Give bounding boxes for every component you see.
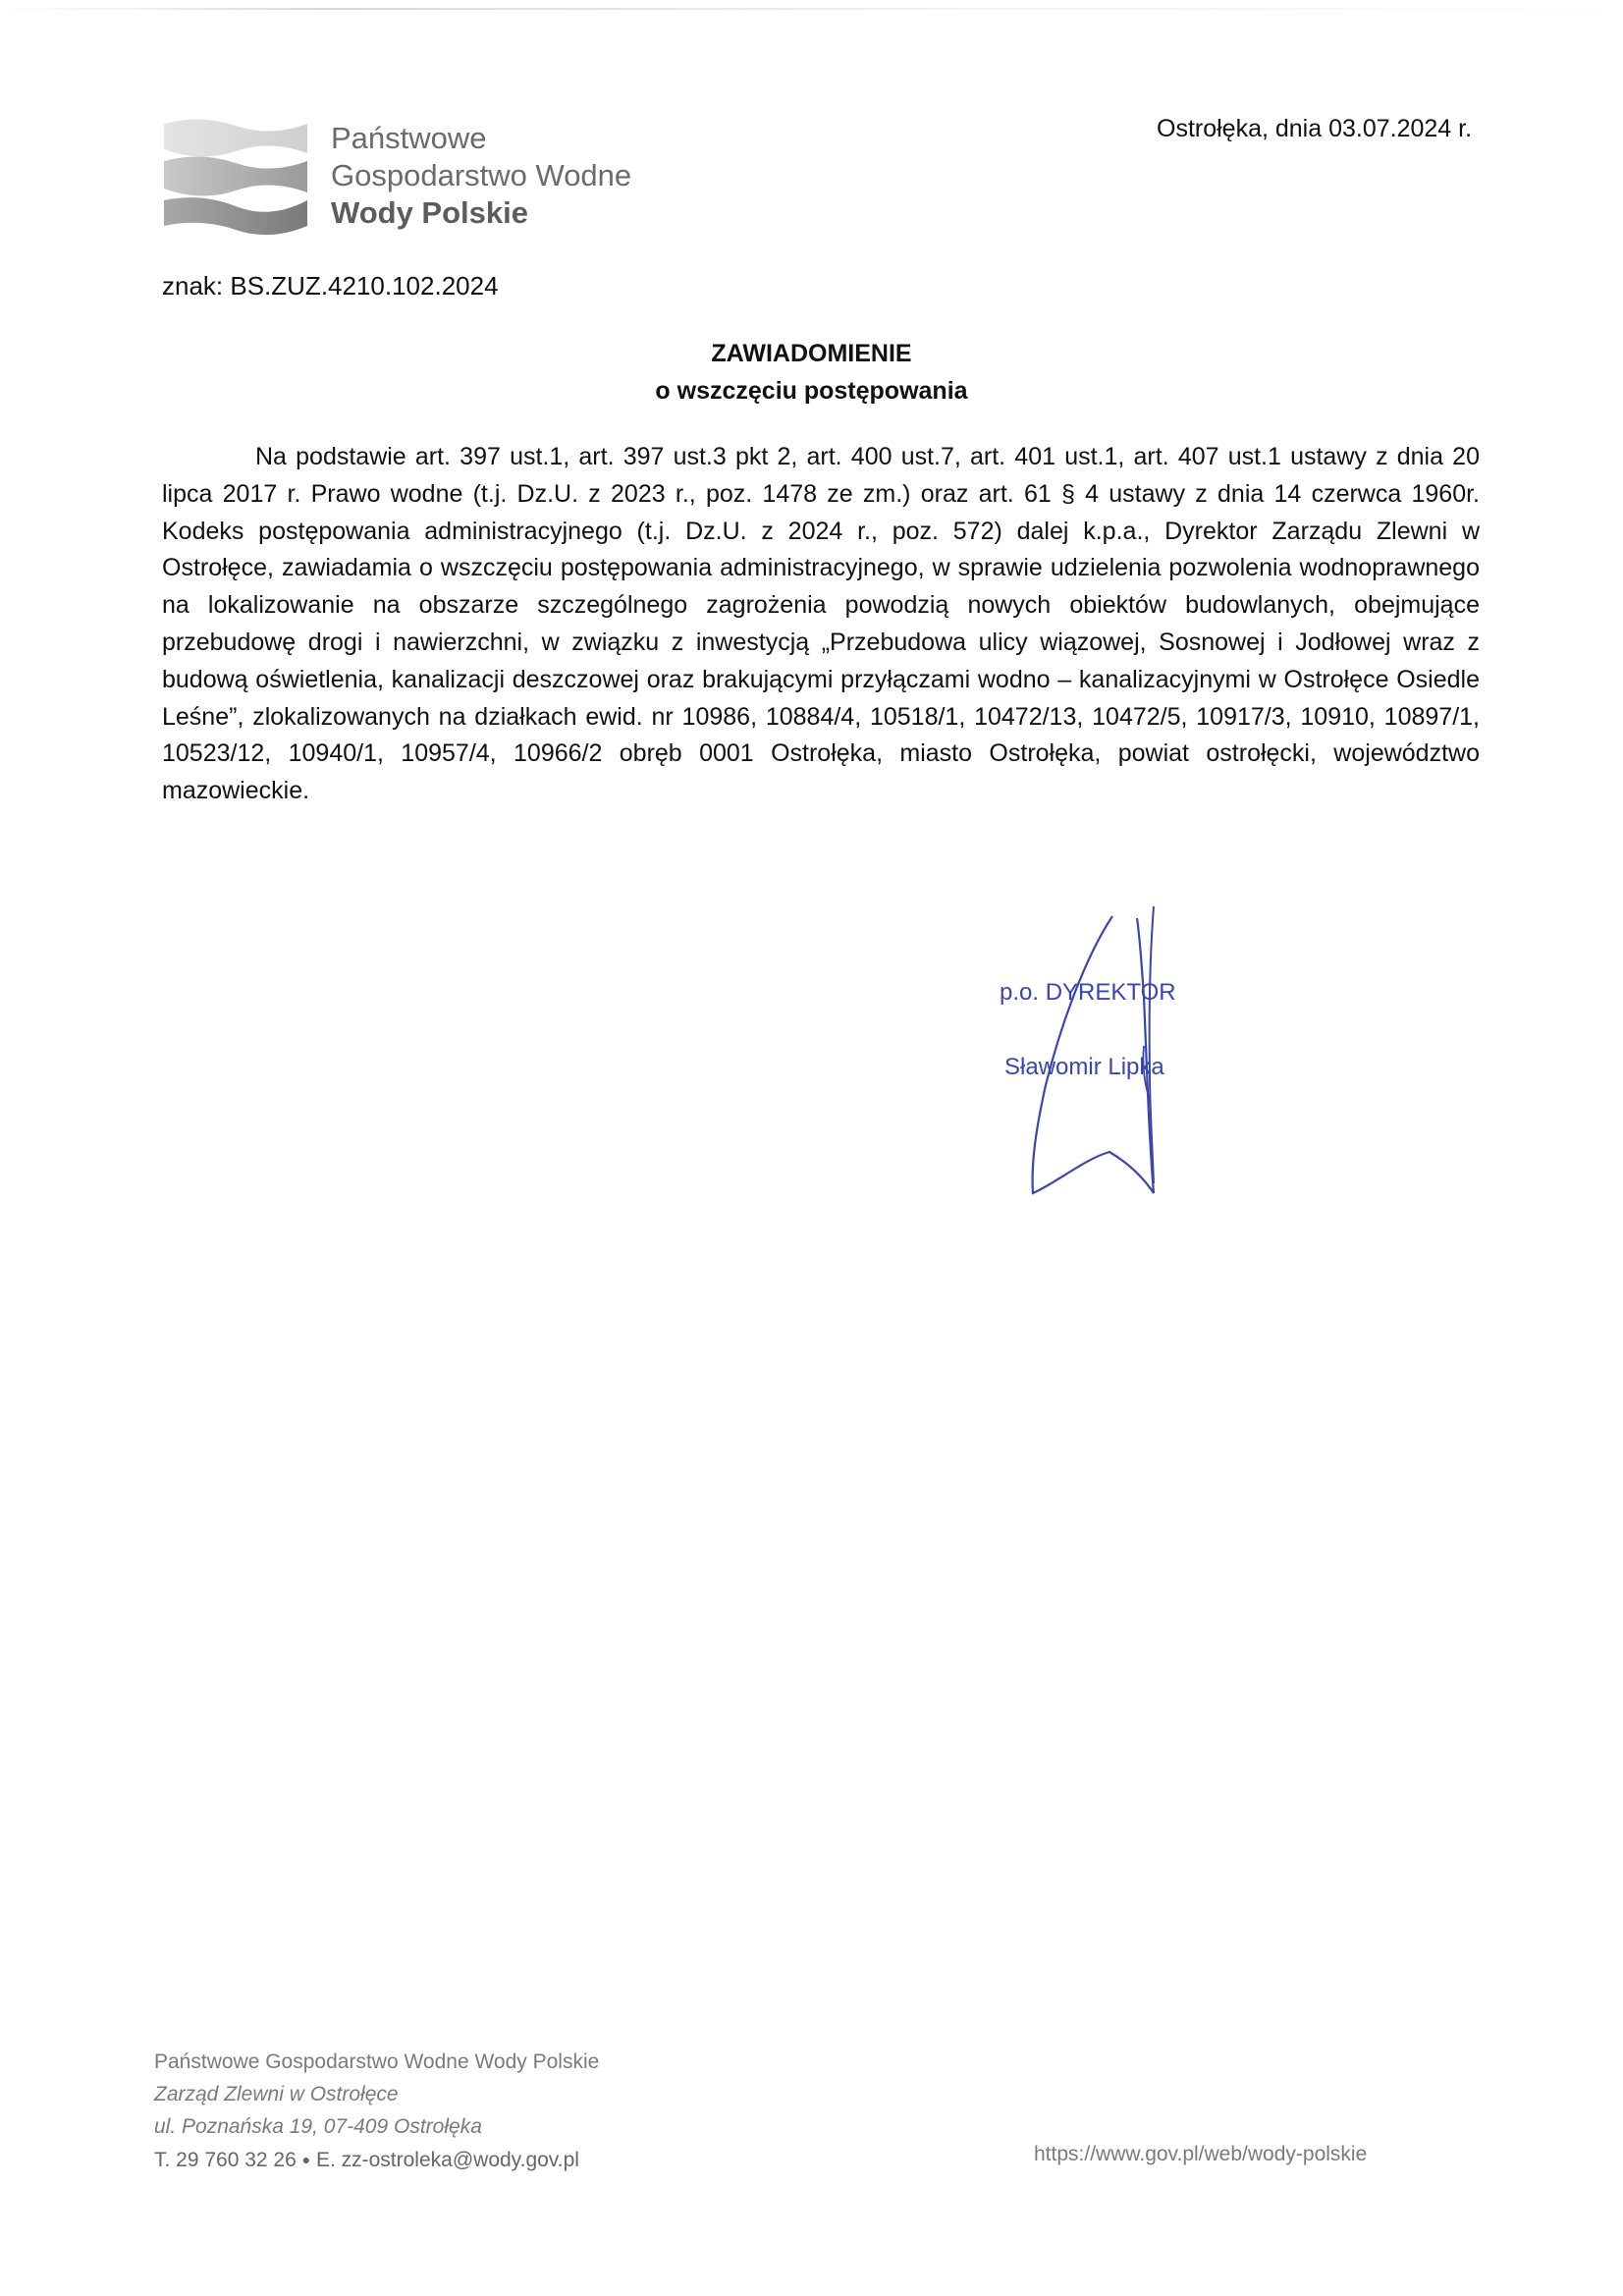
footer-address: ul. Poznańska 19, 07-409 Ostrołęka xyxy=(154,2115,482,2138)
wave-logo-icon xyxy=(162,116,309,244)
signature-block xyxy=(967,899,1222,1213)
signature-title: p.o. DYREKTOR xyxy=(1000,979,1176,1006)
scan-edge-line xyxy=(0,8,1623,10)
signature-name: Sławomir Lipka xyxy=(1004,1054,1164,1080)
reference-number: znak: BS.ZUZ.4210.102.2024 xyxy=(162,271,499,301)
logo-line-3: Wody Polskie xyxy=(331,195,528,230)
document-date: Ostrołęka, dnia 03.07.2024 r. xyxy=(1157,115,1473,142)
footer-separator-icon: ● xyxy=(301,2151,311,2167)
wody-polskie-logo xyxy=(162,116,712,244)
footer-phone-email-row xyxy=(154,2143,599,2176)
body-paragraph: Na podstawie art. 397 ust.1, art. 397 ust.3 pkt 2, art. 400 ust.7, art. 401 ust.1, art. 407 ust.1 ustawy z dnia 20 lipca 2017 r. Prawo wodne (t.j. Dz.U. z 2023 r., poz. 1478 ze zm.) oraz art. 61 § 4 ustawy z dnia 14 czerwca 1960r. Kodeks postępowania administracyjnego (t.j. Dz.U. z 2024 r., poz. 572) dalej k.p.a., Dyrektor Zarządu Zlewni w Ostrołęce, zawiadamia o wszczęciu postępowania administracyjnego, w sprawie udzielenia pozwolenia wodnoprawnego na lokalizowanie na obszarze szczególnego zagrożenia powodzią nowych obiektów budowlanych, obejmujące przebudowę drogi i nawierzchni, w związku z inwestycją „Przebudowa ulicy wiązowej, Sosnowej i Jodłowej wraz z budową oświetlenia, kanalizacji deszczowej oraz brakującymi przyłączami wodno – kanalizacyjnymi w Ostrołęce Osiedle Leśne”, zlokalizowanych na działkach ewid. nr 10986, 10884/4, 10518/1, 10472/13, 10472/5, 10917/3, 10910, 10897/1, 10523/12, 10940/1, 10957/4, 10966/2 obręb 0001 Ostrołęka, miasto Ostrołęka, powiat ostrołęcki, województwo mazowieckie. xyxy=(162,443,1480,805)
logo-line-1: Państwowe xyxy=(331,121,487,155)
logo-line-2: Gospodarstwo Wodne xyxy=(331,158,632,192)
footer-contact xyxy=(154,2046,599,2176)
footer-phone: T. 29 760 32 26 xyxy=(154,2148,297,2171)
footer-website-link[interactable]: https://www.gov.pl/web/wody-polskie xyxy=(1034,2143,1368,2165)
footer-email: E. zz-ostroleka@wody.gov.pl xyxy=(315,2148,579,2171)
footer-org: Państwowe Gospodarstwo Wodne Wody Polskie xyxy=(154,2050,600,2073)
document-subtitle: o wszczęciu postępowania xyxy=(655,377,968,405)
document-title: ZAWIADOMIENIE xyxy=(711,340,912,367)
footer-unit: Zarząd Zlewni w Ostrołęce xyxy=(154,2083,399,2105)
